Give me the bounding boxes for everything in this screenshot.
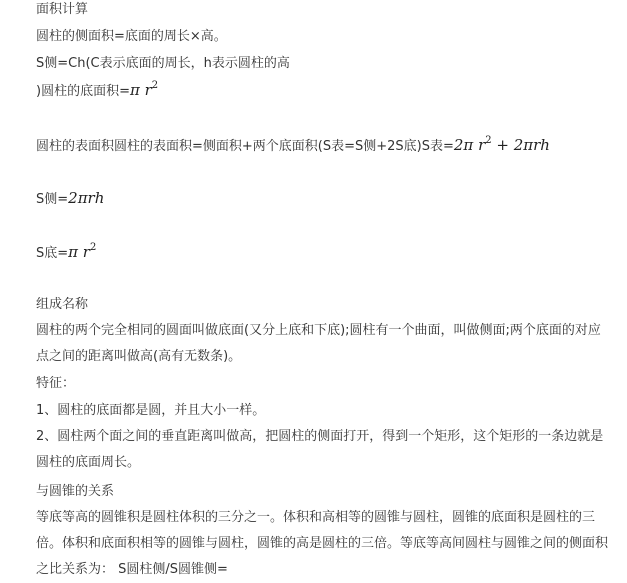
- lateral-short-line: [36, 190, 104, 208]
- base-short-text: S底=: [36, 246, 69, 261]
- base-area-text: )圆柱的底面积=: [36, 84, 130, 99]
- surface-area-line: [36, 137, 550, 155]
- base-area-line: [36, 82, 158, 100]
- lateral-short-formula: 2πrh: [68, 189, 105, 207]
- lateral-area-line: 圆柱的侧面积=底面的周长×高。: [36, 29, 227, 44]
- pi-symbol: π: [129, 81, 140, 99]
- cone-relation-heading: 与圆锥的关系: [36, 484, 115, 499]
- surface-area-text: 圆柱的表面积圆柱的表面积=侧面积+两个底面积(S表=S侧+2S底)S表=: [36, 139, 454, 154]
- base-short-formula: [68, 243, 96, 261]
- surface-area-formula: [454, 136, 550, 154]
- base-short-line: [36, 244, 96, 262]
- lateral-formula-line: S侧=Ch(C表示底面的周长，h表示圆柱的高: [36, 56, 290, 71]
- section-title: 面积计算: [36, 2, 89, 17]
- r-symbol: r: [144, 81, 152, 99]
- composition-paragraph: 圆柱的两个完全相同的圆面叫做底面(又分上底和下底);圆柱有一个曲面，叫做侧面;两个底面的对应点之间的距离叫做高(高有无数条)。: [36, 323, 601, 364]
- feature-item-2: 2、圆柱两个面之间的垂直距离叫做高，把圆柱的侧面打开，得到一个矩形，这个矩形的一条边就是圆柱的底面周长。: [36, 429, 604, 470]
- exponent: 2: [485, 135, 492, 146]
- formula-part-b: + 2πrh: [491, 136, 550, 154]
- base-area-formula: [130, 81, 158, 99]
- r-symbol: r: [82, 243, 90, 261]
- exponent: 2: [151, 80, 159, 91]
- feature-heading: 特征：: [36, 376, 76, 391]
- feature-item-1: 1、圆柱的底面都是圆，并且大小一样。: [36, 403, 266, 418]
- pi-symbol: π: [68, 243, 79, 261]
- r-symbol: r: [478, 136, 486, 154]
- cone-relation-paragraph: 等底等高的圆锥积是圆柱体积的三分之一。体积和高相等的圆锥与圆柱，圆锥的底面积是圆柱的三倍。体积和底面积相等的圆锥与圆柱，圆锥的高是圆柱的三倍。等底等高间圆柱与圆锥之间的侧面积之比关系为： S圆柱侧/S圆锥侧=: [36, 510, 609, 577]
- exponent: 2: [89, 242, 97, 253]
- formula-part-a: 2π: [453, 136, 474, 154]
- composition-heading: 组成名称: [36, 297, 89, 312]
- lateral-short-text: S侧=: [36, 192, 69, 207]
